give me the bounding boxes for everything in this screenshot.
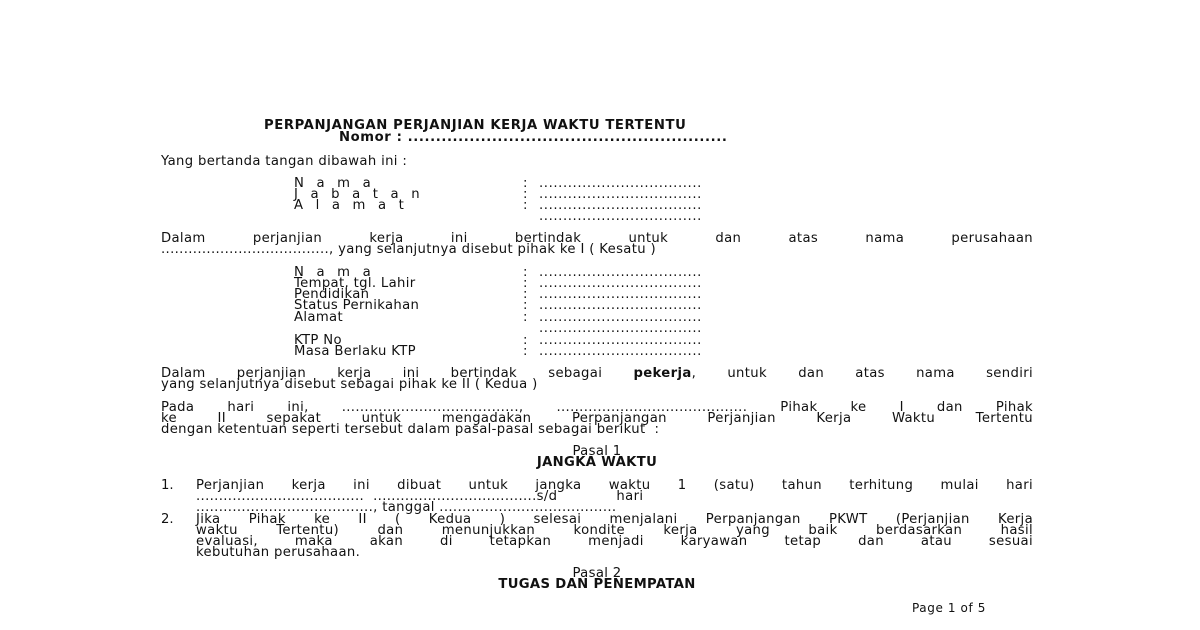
- party1-field-label: J a b a t a n: [294, 187, 424, 202]
- field-dots: ..................................: [539, 344, 702, 359]
- nomor-dots: .........................................................: [407, 130, 728, 145]
- pasal1-item2-line: evaluasi, maka akan di tetapkan menjadi karyawan tetap dan atau sesuai: [196, 534, 1033, 549]
- nomor-label: Nomor :: [339, 130, 403, 145]
- field-dots: ..................................: [539, 287, 702, 302]
- field-dots: ..................................: [539, 321, 702, 336]
- agreement-line: Pada hari ini, ......................................., .......................................... Pihak ke I dan Pihak: [161, 400, 1033, 415]
- party2-field-label: Masa Berlaku KTP: [294, 344, 416, 359]
- pasal1-item2-line: kebutuhan perusahaan.: [196, 545, 361, 560]
- party2-field-label: Pendidikan: [294, 287, 370, 302]
- pasal1-item2-line: Jika Pihak ke II ( Kedua ) selesai menjalani Perpanjangan PKWT (Perjanjian Kerja: [196, 512, 1033, 527]
- pasal2-heading: TUGAS DAN PENEMPATAN: [498, 577, 696, 592]
- field-dots: ..................................: [539, 187, 702, 202]
- field-colon: :: [523, 344, 528, 359]
- pasal1-item1-line: Perjanjian kerja ini dibuat untuk jangka waktu 1 (satu) tahun terhitung mulai hari: [196, 478, 1033, 493]
- field-colon: :: [523, 298, 528, 313]
- field-dots: ..................................: [539, 176, 702, 191]
- field-colon: :: [523, 333, 528, 348]
- pasal1-heading: JANGKA WAKTU: [536, 455, 658, 470]
- field-colon: :: [523, 310, 528, 325]
- agreement-line: ke II sepakat untuk mengadakan Perpanjangan Perjanjian Kerja Waktu Tertentu: [161, 411, 1033, 426]
- field-colon: :: [523, 276, 528, 291]
- pasal1-item1-line: ..................................... ....................................s/d hari: [196, 489, 644, 504]
- party2-field-label: KTP No: [294, 333, 342, 348]
- agreement-line: dengan ketentuan seperti tersebut dalam pasal-pasal sebagai berikut :: [161, 422, 660, 437]
- field-dots: ..................................: [539, 298, 702, 313]
- party2-statement-line: yang selanjutnya disebut sebagai pihak ke II ( Kedua ): [161, 377, 538, 392]
- party2-field-label: Status Pernikahan: [294, 298, 420, 313]
- pasal1-item2-line: waktu Tertentu) dan menunjukkan kondite kerja yang baik berdasarkan hasil: [196, 523, 1033, 538]
- pasal1-label: Pasal 1: [572, 444, 622, 459]
- statement-text: Dalam perjanjian kerja ini bertindak sebagai: [161, 366, 634, 381]
- party1-statement-line: Dalam perjanjian kerja ini bertindak untuk dan atas nama perusahaan: [161, 231, 1033, 246]
- field-dots: ..................................: [539, 333, 702, 348]
- field-colon: :: [523, 265, 528, 280]
- statement-text: , untuk dan atas nama sendiri: [691, 366, 1033, 381]
- field-colon: :: [523, 187, 528, 202]
- party1-field-label: A l a m a t: [294, 198, 409, 213]
- field-colon: :: [523, 176, 528, 191]
- party2-field-label: N a m a: [294, 265, 375, 280]
- field-colon: :: [523, 287, 528, 302]
- pasal1-item1-line: ......................................., tanggal .......................................: [196, 500, 617, 515]
- field-dots: ..................................: [539, 209, 702, 224]
- party2-field-label: Tempat, tgl. Lahir: [294, 276, 416, 291]
- pekerja-bold-text: pekerja: [633, 366, 692, 381]
- pasal2-label: Pasal 2: [572, 566, 622, 581]
- list-number: 1.: [161, 478, 174, 493]
- party1-statement-line: ....................................., yang selanjutnya disebut pihak ke I ( Kesatu ): [161, 242, 656, 257]
- field-dots: ..................................: [539, 276, 702, 291]
- intro-text: Yang bertanda tangan dibawah ini :: [161, 154, 408, 169]
- list-number: 2.: [161, 512, 174, 527]
- field-colon: :: [523, 198, 528, 213]
- party1-field-label: N a m a: [294, 176, 375, 191]
- page-footer: Page 1 of 5: [912, 601, 986, 615]
- document-number: [339, 132, 727, 144]
- party2-field-label: Alamat: [294, 310, 343, 325]
- field-dots: ..................................: [539, 265, 702, 280]
- field-dots: ..................................: [539, 310, 702, 325]
- field-dots: ..................................: [539, 198, 702, 213]
- document-title: PERPANJANGAN PERJANJIAN KERJA WAKTU TERTENTU: [264, 118, 687, 133]
